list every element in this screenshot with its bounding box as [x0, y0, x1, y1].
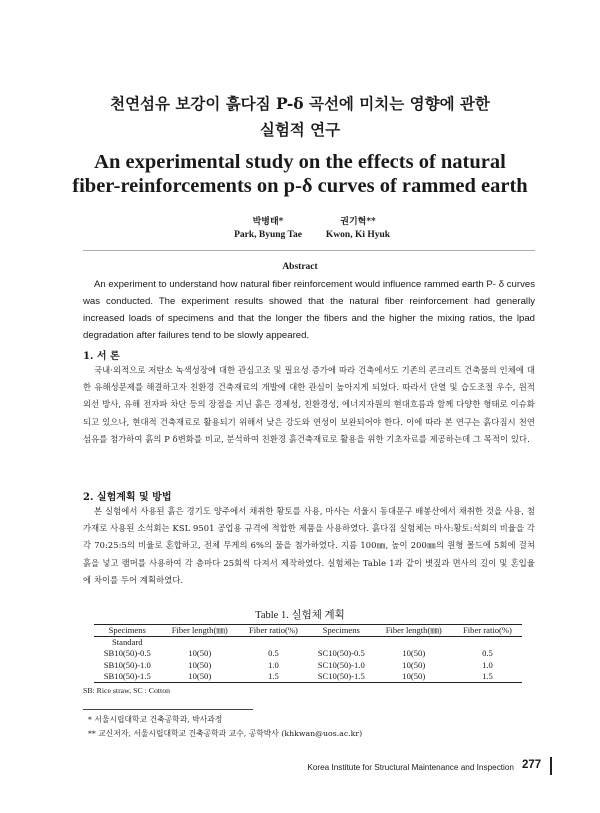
author-1-english	[218, 230, 318, 240]
table-cell: SB10(50)-0.5	[103, 648, 151, 659]
section-1-body: 국내·외적으로 저탄소 녹색성장에 대한 관심고조 및 필요성 증가에 따라 건축에서도 기존의 콘크리트 건축물의 인체에 대한 유해성문제를 해결하고자 친환경 건축재료의 개발에 대한 관심이 높아지게 되었다. 따라서 단열 및 습도조절 우수, 원적외선 방사, 유해 전자파 차단 등의 장점을 지닌 흙은 경제성, 친환경성, 에너지자원의 현대흐름과 함께 다양한 형태로 이슈화되고 있으나, 현대적 건축재료로 활용되기 위해서 낮은 강도와 연성이 보완되어야 한다. 이에 따라 본 연구는 흙다짐시 천연섬유를 첨가하여 흙의 P δ변화를 비교, 분석하여 친환경 흙건축재료로 활용을 위한 기초자료를 제공하는데 그 목적이 있다.	[83, 365, 535, 444]
table-cell: SB10(50)-1.0	[103, 659, 151, 670]
table-cell: 10(50)	[188, 648, 212, 659]
author-2-korean-name: 권기혁**	[340, 217, 376, 227]
table-header-cell: Fiber ratio(%)	[239, 625, 308, 637]
table-cell	[239, 637, 308, 649]
table-cell: 0.5	[268, 648, 279, 659]
table-cell: 1.5	[453, 671, 522, 683]
table-cell: SC10(50)-1.5	[308, 671, 375, 683]
table-cell	[161, 637, 239, 649]
footnote-divider	[83, 709, 253, 710]
table-row	[94, 637, 522, 649]
footnote-1: * 서울시립대학교 건축공학과, 박사과정	[88, 715, 223, 724]
table-cell: 10(50)	[402, 648, 426, 659]
table-row	[94, 671, 522, 683]
table-cell: Standard	[112, 637, 143, 648]
author-1	[228, 214, 308, 227]
author-2-english	[306, 230, 410, 240]
table-header-row	[94, 625, 522, 637]
header-divider	[83, 250, 535, 251]
page-number: 277	[522, 759, 542, 771]
author-1-korean-name: 박병태*	[252, 217, 284, 227]
journal-name: Korea Institute for Structural Maintenance and Inspection	[307, 763, 514, 772]
footer-bar	[550, 757, 552, 775]
specimen-table	[94, 624, 522, 683]
table-cell	[375, 637, 453, 649]
table-cell: 1.0	[482, 659, 493, 670]
table-caption: Table 1. 실험체 계획	[255, 610, 345, 621]
table-cell: 0.5	[482, 648, 493, 659]
author-2-english-name: Kwon, Ki Hyuk	[325, 230, 391, 240]
table-note: SB: Rice straw, SC : Cotton	[83, 686, 170, 695]
author-1-english-name: Park, Byung Tae	[234, 230, 302, 240]
table-header-cell: Specimens	[308, 625, 375, 637]
section-1-heading: 1. 서 론	[83, 351, 120, 362]
section-2-body: 본 실험에서 사용된 흙은 경기도 양주에서 채취한 황토를 사용, 마사는 서울시 동대문구 배봉산에서 채취한 것을 사용, 첨가재로 사용된 소석회는 KSL 9501 공업용 규격에 적합한 제품을 사용하였다. 흙다짐 실험체는 마사:황토:석회의 비율을 각각 70:25:5의 비율로 혼합하고, 전체 무게의 6%의 물을 첨가하였다. 지름 100㎜, 높이 200㎜의 원형 몰드에 5회에 걸쳐 흙을 넣고 램머를 사용하여 각 층마다 25회씩 다져서 제작하였다. 실험체는 Table 1과 같이 볏짚과 면사의 길이 및 혼입율에 차이를 두어 계획하였다.	[83, 506, 535, 585]
korean-title-line-2: 실험적 연구	[259, 120, 341, 139]
abstract-heading: Abstract	[282, 262, 318, 272]
table-header-cell: Specimens	[94, 625, 161, 637]
table-row	[94, 660, 522, 671]
abstract-text: An experiment to understand how natural fiber reinforcement would influence rammed earth P- δ curves was conducted. The experiment results showed that the natural fiber reinforcement had generally increased loads of specimens and that the longer the fibers and the higher the mixing ratios, the lpad degradation after failures tend to be slowly appeared.	[83, 279, 535, 341]
table-cell: 1.5	[239, 671, 308, 683]
author-2	[318, 214, 398, 227]
section-2-heading: 2. 실험계획 및 방법	[83, 492, 172, 503]
table-cell: 10(50)	[188, 659, 212, 670]
footnote-2: ** 교신저자, 서울시립대학교 건축공학과 교수, 공학박사 (khkwan@uos.ac.kr)	[88, 729, 363, 738]
english-title-line-2: fiber-reinforcements on p-δ curves of rammed earth	[72, 175, 528, 197]
table-header-cell: Fiber length(㎜)	[161, 625, 239, 637]
table-cell: SC10(50)-0.5	[317, 648, 365, 659]
table-cell: SC10(50)-1.0	[317, 659, 365, 670]
table-cell	[308, 637, 375, 649]
table-cell: 10(50)	[161, 671, 239, 683]
table-header-cell: Fiber length(㎜)	[375, 625, 453, 637]
table-header-cell: Fiber ratio(%)	[453, 625, 522, 637]
table-cell: SB10(50)-1.5	[94, 671, 161, 683]
table-row	[94, 648, 522, 659]
table-cell: 10(50)	[402, 659, 426, 670]
table-cell: 10(50)	[375, 671, 453, 683]
table-cell	[453, 637, 522, 649]
korean-title-line-1: 천연섬유 보강이 흙다짐 P-δ 곡선에 미치는 영향에 관한	[110, 94, 490, 113]
table-cell: 1.0	[268, 659, 279, 670]
english-title-line-1: An experimental study on the effects of natural	[94, 151, 506, 173]
